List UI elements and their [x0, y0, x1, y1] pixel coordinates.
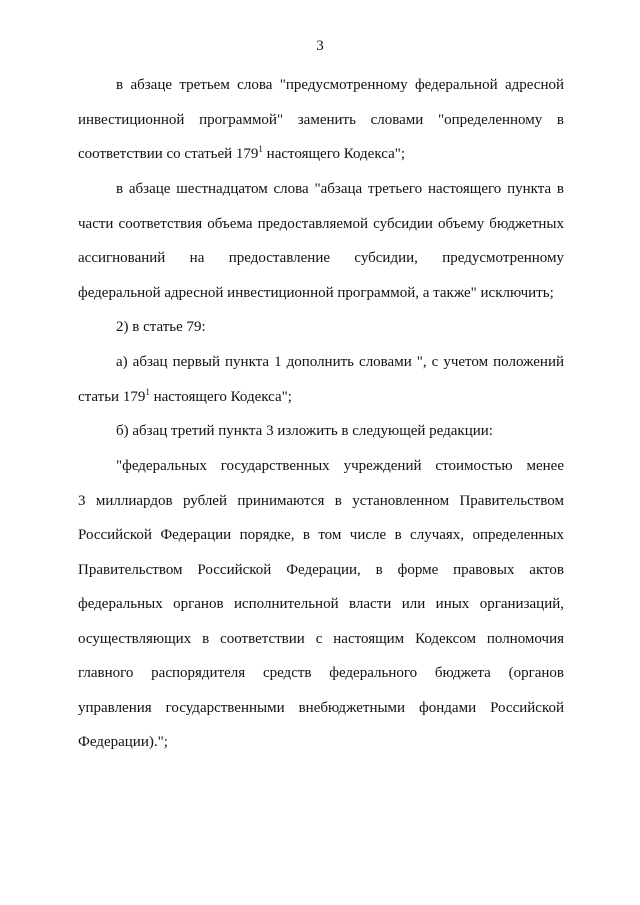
paragraph-1-line-2: инвестиционной программой" заменить словами "определенному в [78, 111, 564, 128]
paragraph-1 [78, 68, 564, 172]
paragraph-6-line-4: Правительством Российской Федерации, в форме правовых актов [78, 561, 564, 578]
paragraph-5 [78, 414, 564, 449]
paragraph-3 [78, 310, 564, 345]
paragraph-2-line-4: федеральной адресной инвестиционной программой, а также" исключить; [78, 284, 554, 301]
paragraph-2-line-1: в абзаце шестнадцатом слова "абзаца третьего настоящего пункта в [116, 181, 564, 197]
paragraph-6-line-2: 3 миллиардов рублей принимаются в установленном Правительством [78, 492, 564, 509]
paragraph-4-line-1: а) абзац первый пункта 1 дополнить словами ", с учетом положений [116, 354, 564, 370]
paragraph-2 [78, 172, 564, 310]
paragraph-1-line-3 [78, 137, 564, 172]
paragraph-6-line-8: управления государственными внебюджетными фондами Российской [78, 699, 564, 716]
paragraph-1-line-3-text-a: соответствии со статьей 179 [78, 146, 259, 162]
paragraph-6-line-9: Федерации)."; [78, 734, 168, 750]
paragraph-4 [78, 345, 564, 414]
page-number: 3 [316, 38, 324, 54]
paragraph-6 [78, 449, 564, 760]
paragraph-6-line-5: федеральных органов исполнительной власти или иных организаций, [78, 596, 564, 612]
paragraph-6-line-7: главного распорядителя средств федерального бюджета (органов [78, 665, 564, 681]
paragraph-1-line-3-text-b: настоящего Кодекса"; [262, 146, 406, 162]
paragraph-5-line-1: б) абзац третий пункта 3 изложить в следующей редакции: [116, 423, 493, 439]
paragraph-6-line-3: Российской Федерации порядке, в том числе в случаях, определенных [78, 527, 564, 543]
paragraph-4-line-2-text-a: статьи 179 [78, 388, 146, 405]
paragraph-4-line-2 [78, 380, 564, 415]
superscript: 1 [145, 386, 150, 397]
paragraph-6-line-6: осуществляющих в соответствии с настоящим Кодексом полномочия [78, 630, 564, 647]
superscript: 1 [258, 144, 263, 154]
paragraph-6-line-1: "федеральных государственных учреждений стоимостью менее [116, 458, 564, 474]
paragraph-2-line-2: части соответствия объема предоставляемой субсидии объему бюджетных [78, 215, 564, 232]
paragraph-4-line-2-text-b: настоящего Кодекса"; [149, 388, 292, 405]
paragraph-3-line-1: 2) в статье 79: [116, 319, 206, 335]
paragraph-2-line-3: ассигнований на предоставление субсидии, предусмотренному [78, 250, 564, 266]
paragraph-1-line-1: в абзаце третьем слова "предусмотренному федеральной адресной [116, 77, 564, 93]
